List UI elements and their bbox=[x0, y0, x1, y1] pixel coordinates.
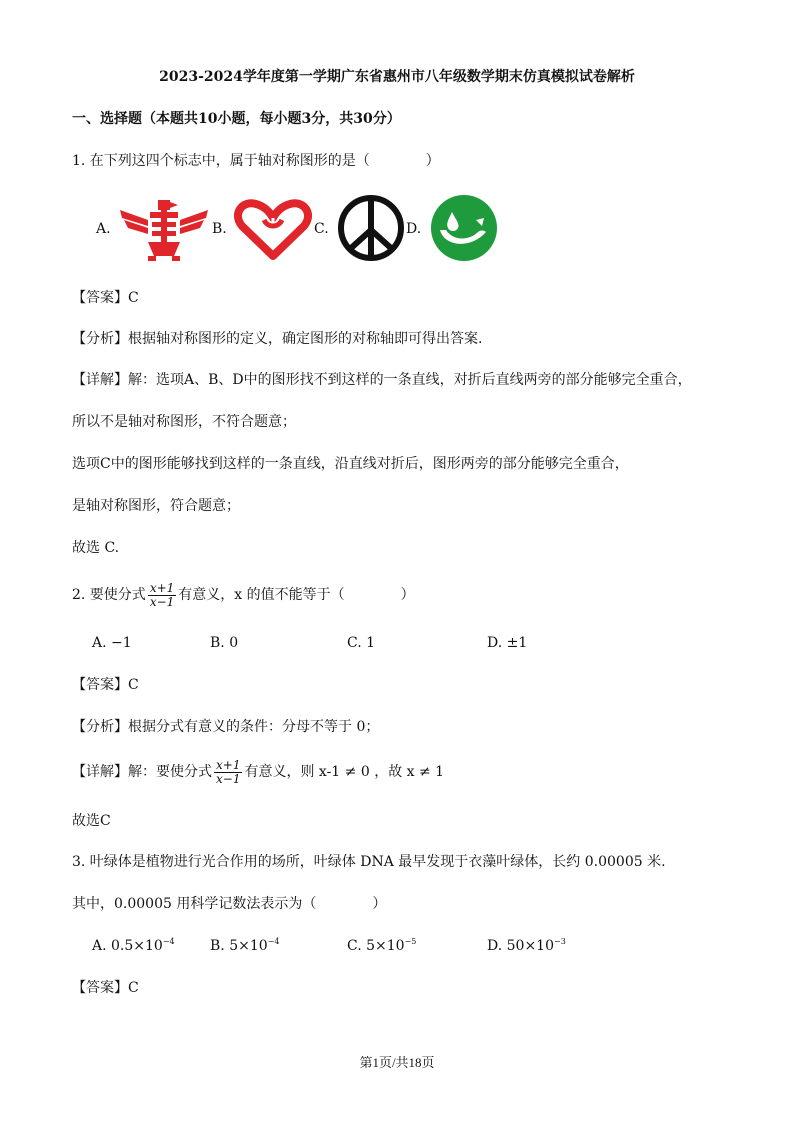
q2-stem bbox=[72, 578, 415, 612]
q2-conclusion: 故选C bbox=[72, 813, 111, 829]
q2-option-a: A. −1 bbox=[92, 635, 132, 651]
q1-option-a-label: A. bbox=[96, 221, 111, 237]
q1-analysis: 【分析】根据轴对称图形的定义，确定图形的对称轴即可得出答案. bbox=[72, 331, 483, 347]
q2-detail-fraction bbox=[214, 759, 242, 786]
q2-answer: 【答案】C bbox=[72, 677, 139, 693]
q3-option-a bbox=[92, 937, 175, 955]
option-exponent: −3 bbox=[554, 937, 566, 946]
q2-stem-pre: 2. 要使分式 bbox=[72, 587, 146, 603]
q1-option-b-label: B. bbox=[212, 221, 227, 237]
q3-option-b bbox=[210, 937, 279, 955]
option-base: C. 5×10 bbox=[347, 938, 405, 954]
option-exponent: −4 bbox=[162, 937, 175, 946]
option-exponent: −4 bbox=[267, 937, 280, 946]
heart-hand-logo-icon bbox=[234, 198, 312, 260]
q3-stem-line1: 3. 叶绿体是植物进行光合作用的场所，叶绿体 DNA 最早发现于衣藻叶绿体，长约 0.00005 米. bbox=[72, 854, 666, 870]
option-base: A. 0.5×10 bbox=[92, 938, 163, 954]
option-exponent: −5 bbox=[404, 937, 417, 946]
q1-detail-line: 故选 C. bbox=[72, 540, 120, 556]
q3-stem-line2: 其中，0.00005 用科学记数法表示为（ ） bbox=[72, 896, 387, 912]
section-heading: 一、选择题（本题共10小题，每小题3分，共30分） bbox=[72, 111, 401, 127]
green-water-drop-logo-icon bbox=[430, 194, 498, 262]
eagle-logo-icon bbox=[118, 196, 210, 262]
q3-answer: 【答案】C bbox=[72, 980, 139, 996]
q1-detail-line: 所以不是轴对称图形，不符合题意； bbox=[72, 414, 296, 430]
fraction-numerator: x+1 bbox=[149, 580, 175, 595]
q2-option-b: B. 0 bbox=[210, 635, 239, 651]
q1-answer: 【答案】C bbox=[72, 290, 139, 306]
q1-detail-line: 选项C中的图形能够找到这样的一条直线，沿直线对折后，图形两旁的部分能够完全重合， bbox=[72, 456, 629, 472]
page-footer: 第1页/共18页 bbox=[359, 1055, 435, 1070]
q2-detail-pre: 【详解】解：要使分式 bbox=[72, 764, 212, 780]
q2-fraction bbox=[148, 582, 176, 609]
option-base: B. 5×10 bbox=[210, 938, 268, 954]
q1-stem: 1. 在下列这四个标志中，属于轴对称图形的是（ ） bbox=[72, 153, 440, 169]
q3-option-c bbox=[347, 937, 416, 955]
q1-option-c-label: C. bbox=[314, 221, 329, 237]
q1-detail-line: 是轴对称图形，符合题意； bbox=[72, 498, 240, 514]
q1-option-d-label: D. bbox=[406, 221, 422, 237]
fraction-denominator: x−1 bbox=[216, 771, 241, 786]
page-title: 2023-2024学年度第一学期广东省惠州市八年级数学期末仿真模拟试卷解析 bbox=[159, 69, 635, 85]
q2-detail-post: 有意义，则 x-1 ≠ 0 ，故 x ≠ 1 bbox=[244, 764, 445, 780]
q1-detail-line: 【详解】解：选项A、B、D中的图形找不到这样的一条直线，对折后直线两旁的部分能够完全重合， bbox=[72, 372, 692, 388]
q2-detail bbox=[72, 755, 444, 789]
q2-stem-post: 有意义，x 的值不能等于（ ） bbox=[178, 587, 415, 603]
q2-option-c: C. 1 bbox=[347, 635, 376, 651]
q2-analysis: 【分析】根据分式有意义的条件：分母不等于 0； bbox=[72, 719, 380, 735]
q3-option-d bbox=[487, 937, 566, 955]
fraction-numerator: x+1 bbox=[216, 757, 241, 772]
fraction-denominator: x−1 bbox=[149, 594, 175, 609]
peace-symbol-icon bbox=[337, 194, 405, 262]
q2-option-d: D. ±1 bbox=[487, 635, 528, 651]
option-base: D. 50×10 bbox=[487, 938, 554, 954]
